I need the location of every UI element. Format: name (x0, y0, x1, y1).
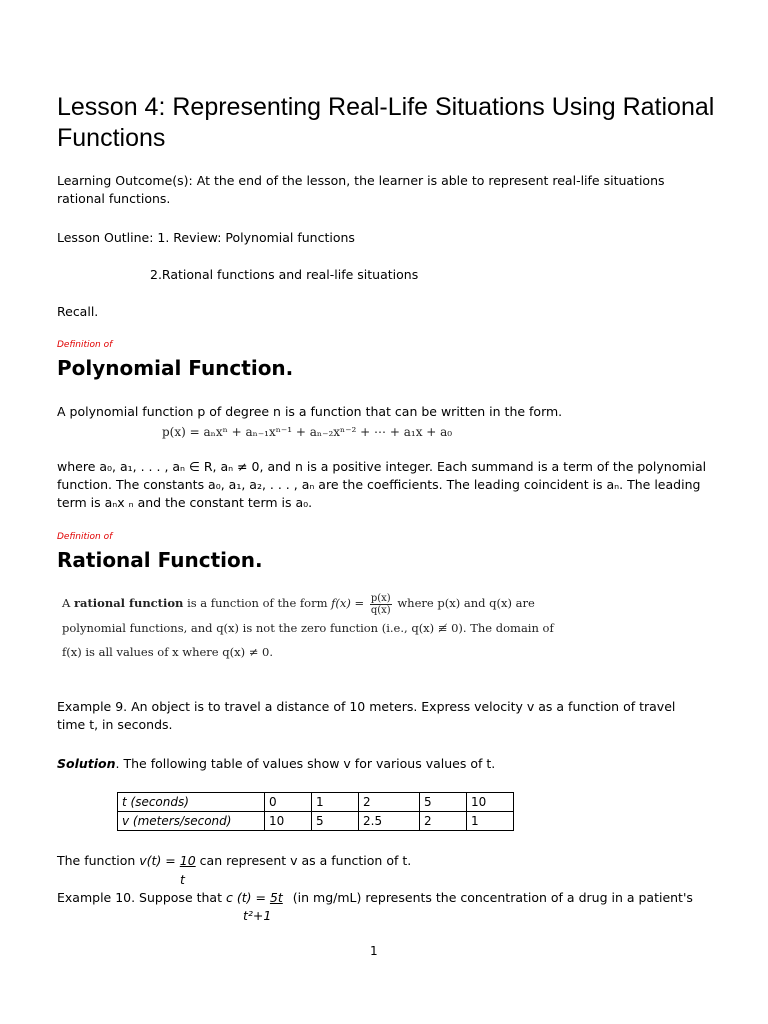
solution-line (57, 755, 707, 773)
table-row (118, 793, 514, 812)
function-vt: v(t) = (139, 853, 176, 868)
solution-text: . The following table of values show v for various values of t. (115, 756, 496, 771)
table-row (118, 812, 514, 831)
definition-label-polynomial: Definition of (57, 340, 113, 350)
example-9-text: Example 9. An object is to travel a distance of 10 meters. Express velocity v as a function of travel time t, in seconds. (57, 699, 676, 732)
polynomial-intro: A polynomial function p of degree n is a function that can be written in the form. (57, 404, 563, 419)
table-cell: 2.5 (359, 812, 420, 831)
rational-definition-line-1: A rational function is a function of the form f(x) = $\frac{p(x)}{q(x)}$ where p(x) and q(x) are (62, 592, 535, 616)
lesson-outline-item-2: 2.Rational functions and real-life situations (150, 267, 419, 282)
function-denominator: t (180, 872, 185, 887)
learning-outcome: Learning Outcome(s): At the end of the lesson, the learner is able to represent real-life situations rational functions. (57, 173, 665, 206)
polynomial-where-line-3: term is aₙx ₙ and the constant term is a₀. (57, 495, 313, 510)
function-line: The function v(t) = 10 can represent v as a function of t. (57, 853, 412, 868)
example-10-numerator: 5t (269, 890, 283, 905)
table-cell: 1 (312, 793, 359, 812)
rational-definition-block (62, 591, 582, 664)
function-numerator: 10 (179, 853, 196, 868)
polynomial-where-line-1: where a₀, a₁, . . . , aₙ ∈ R, aₙ ≠ 0, and n is a positive integer. Each summand is a term of the polynomial (57, 459, 707, 474)
page-number: 1 (370, 944, 378, 958)
recall-label: Recall. (57, 304, 99, 319)
table-cell: t (seconds) (118, 793, 265, 812)
table-cell: 2 (359, 793, 420, 812)
rational-definition-line-3: f(x) is all values of x where q(x) ≠ 0. (62, 644, 274, 659)
table-cell: 10 (467, 793, 514, 812)
table-cell: 5 (420, 793, 467, 812)
rational-definition-line-2: polynomial functions, and q(x) is not the zero function (i.e., q(x) ≢ 0). The domain of (62, 620, 554, 635)
solution-label: Solution (57, 756, 116, 771)
rational-function-term: rational function (73, 596, 184, 610)
table-cell: 2 (420, 812, 467, 831)
page-title: Lesson 4: Representing Real-Life Situations Using Rational Functions (57, 93, 715, 152)
table-cell: 1 (467, 812, 514, 831)
rational-heading: Rational Function. (57, 548, 263, 572)
definition-label-rational: Definition of (57, 532, 113, 542)
polynomial-where-line-2: function. The constants a₀, a₁, a₂, . . . , aₙ are the coefficients. The leading coincident is aₙ. The leading (57, 477, 701, 492)
table-cell: 5 (312, 812, 359, 831)
example-10-ct: c (t) = (225, 890, 266, 905)
polynomial-heading: Polynomial Function. (57, 356, 294, 380)
table-cell: 0 (265, 793, 312, 812)
velocity-table (117, 792, 514, 831)
example-10-line: Example 10. Suppose that c (t) = 5t (in mg/mL) represents the concentration of a drug in a patient's (57, 890, 693, 905)
rational-fraction: $\frac{p(x)}{q(x)}$ (370, 592, 391, 616)
table-cell: v (meters/second) (118, 812, 265, 831)
table-cell: 10 (265, 812, 312, 831)
lesson-outline-item-1: Lesson Outline: 1. Review: Polynomial functions (57, 230, 355, 245)
polynomial-formula: p(x) = aₙxⁿ + aₙ₋₁xⁿ⁻¹ + aₙ₋₂xⁿ⁻² + ⋯ + a₁x + a₀ (162, 425, 453, 439)
example-10-denominator: t²+1 (243, 908, 272, 923)
